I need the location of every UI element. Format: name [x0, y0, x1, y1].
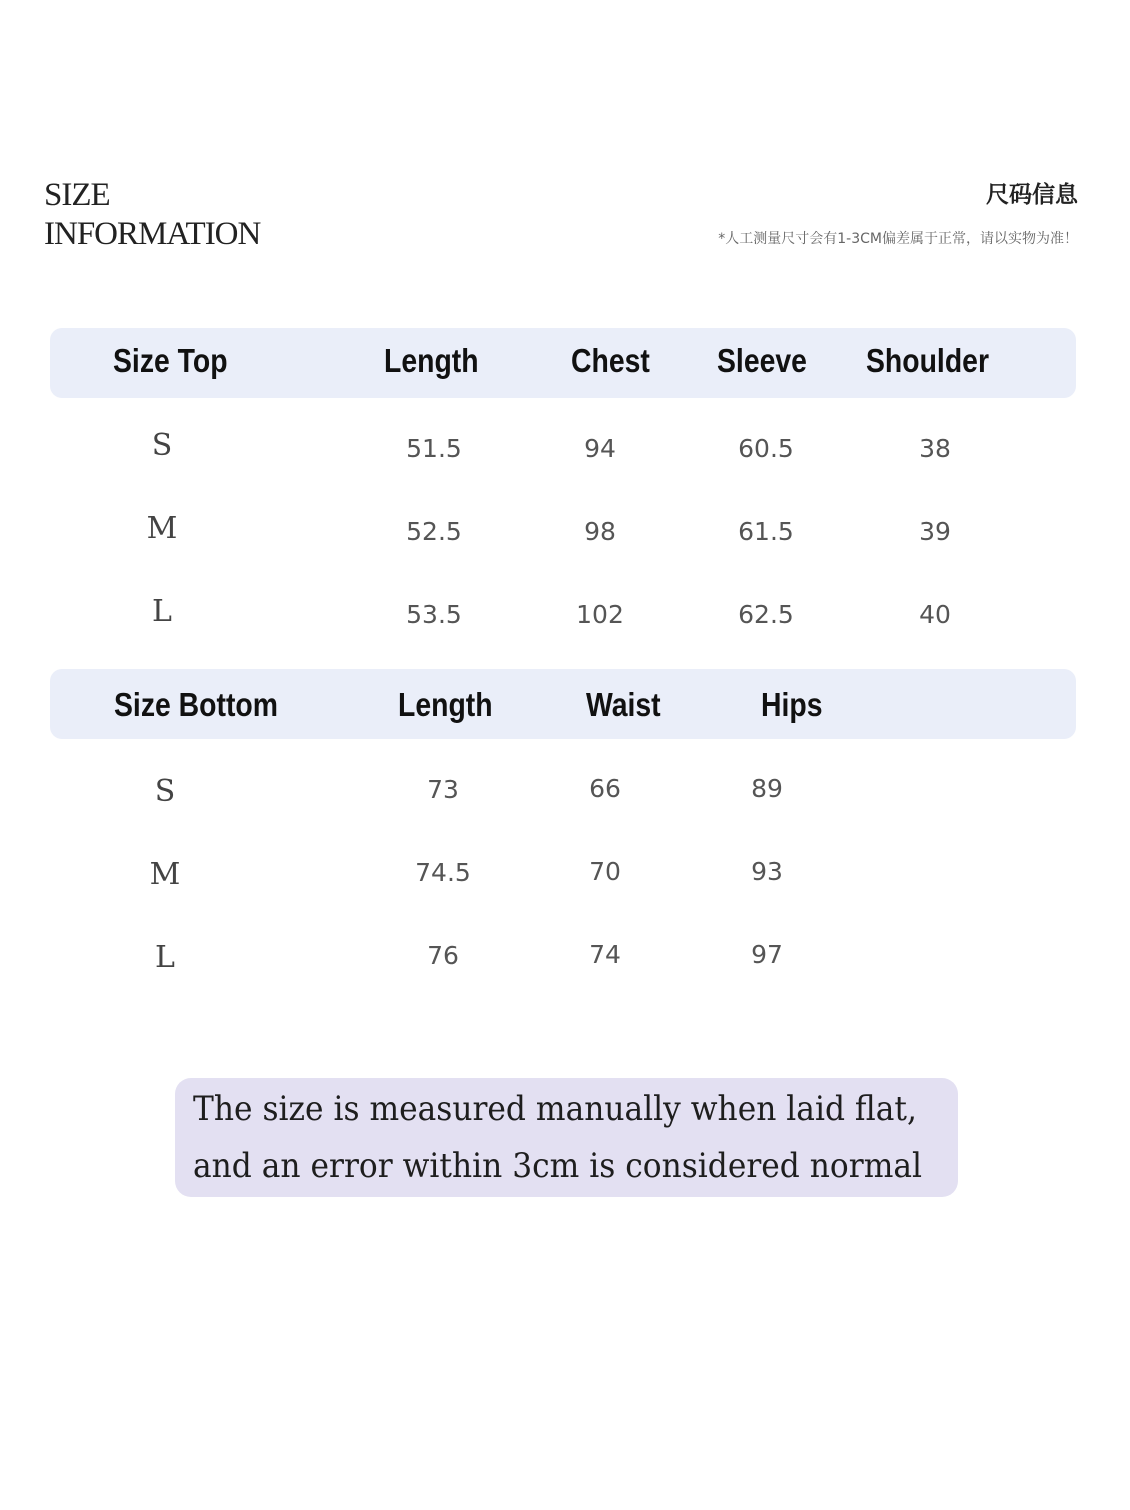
bottom-cell-waist: 66 [589, 774, 621, 803]
title-line-information: INFORMATION [44, 216, 261, 252]
top-cell-length: 52.5 [406, 517, 462, 546]
top-cell-shoulder: 38 [919, 434, 951, 463]
bottom-row-size: M [149, 857, 181, 892]
top-cell-sleeve: 62.5 [738, 600, 794, 629]
top-cell-length: 53.5 [406, 600, 462, 629]
top-col-length: Length [384, 342, 479, 379]
top-cell-chest: 94 [584, 434, 616, 463]
top-col-size: Size Top [113, 342, 228, 379]
bottom-cell-hips: 93 [751, 857, 783, 886]
chinese-title: 尺码信息 [986, 182, 1078, 208]
bottom-col-hips: Hips [761, 686, 823, 723]
bottom-col-waist: Waist [586, 686, 661, 723]
bottom-cell-length: 74.5 [415, 858, 471, 887]
measurement-disclaimer: *人工测量尺寸会有1-3CM偏差属于正常，请以实物为准！ [718, 231, 1078, 247]
bottom-cell-length: 76 [427, 941, 459, 970]
top-col-chest: Chest [571, 342, 650, 379]
page-title [44, 176, 260, 254]
bottom-col-length: Length [398, 686, 493, 723]
top-cell-sleeve: 60.5 [738, 434, 794, 463]
top-cell-shoulder: 39 [919, 517, 951, 546]
bottom-cell-hips: 97 [751, 940, 783, 969]
bottom-cell-waist: 74 [589, 940, 621, 969]
top-row-size: M [146, 511, 178, 546]
note-line-2: and an error within 3cm is considered normal [193, 1146, 923, 1186]
bottom-cell-length: 73 [427, 775, 459, 804]
bottom-cell-hips: 89 [751, 774, 783, 803]
top-cell-length: 51.5 [406, 434, 462, 463]
top-cell-chest: 102 [576, 600, 624, 629]
top-cell-shoulder: 40 [919, 600, 951, 629]
bottom-col-size: Size Bottom [114, 686, 278, 723]
bottom-row-size: S [154, 774, 176, 809]
title-line-size: SIZE [44, 177, 110, 213]
top-col-sleeve: Sleeve [717, 342, 807, 379]
top-row-size: L [152, 594, 172, 629]
top-cell-chest: 98 [584, 517, 616, 546]
bottom-cell-waist: 70 [589, 857, 621, 886]
bottom-row-size: L [155, 940, 175, 975]
top-cell-sleeve: 61.5 [738, 517, 794, 546]
note-line-1: The size is measured manually when laid flat, [193, 1089, 917, 1129]
top-col-shoulder: Shoulder [866, 342, 989, 379]
top-row-size: S [151, 428, 173, 463]
